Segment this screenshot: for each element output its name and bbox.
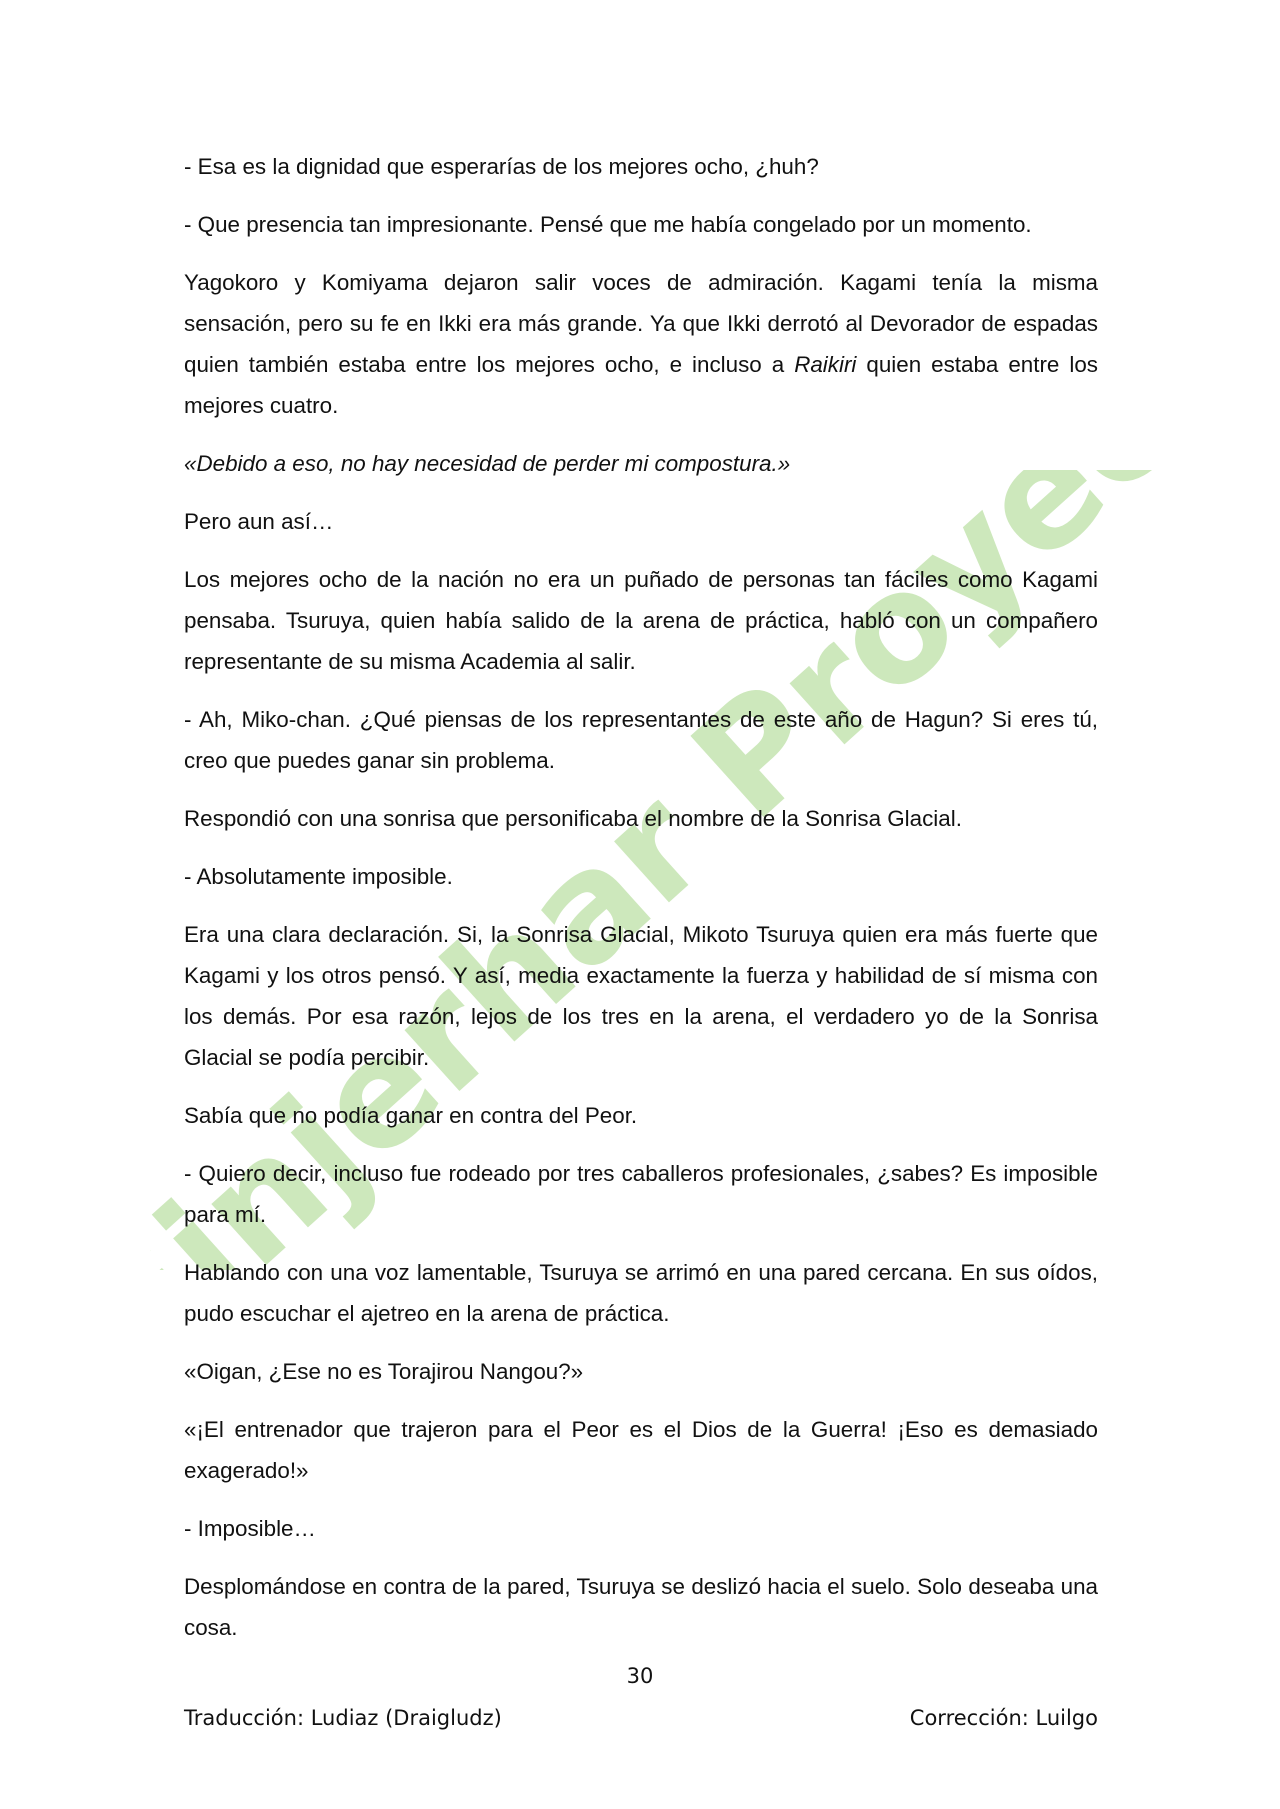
text-run: - Esa es la dignidad que esperarías de los mejores ocho, ¿huh? xyxy=(184,154,819,179)
text-run: Era una clara declaración. Si, la Sonrisa Glacial, Mikoto Tsuruya quien era más fuerte que Kagami y los otros pensó. Y así, media exactamente la fuerza y habilidad de sí misma con los demás. Por esa razón, lejos de los tres en la arena, el verdadero yo de la Sonrisa Glacial se podía percibir. xyxy=(184,922,1098,1070)
paragraph xyxy=(184,146,1098,187)
text-run: Raikiri xyxy=(794,352,857,377)
paragraph xyxy=(184,856,1098,897)
paragraph xyxy=(184,798,1098,839)
text-run: - Absolutamente imposible. xyxy=(184,864,453,889)
paragraph xyxy=(184,699,1098,781)
paragraph xyxy=(184,501,1098,542)
text-run: Desplomándose en contra de la pared, Tsuruya se deslizó hacia el suelo. Solo deseaba una cosa. xyxy=(184,1574,1098,1640)
text-run: Respondió con una sonrisa que personificaba el nombre de la Sonrisa Glacial. xyxy=(184,806,962,831)
paragraph xyxy=(184,1153,1098,1235)
text-run: Sabía que no podía ganar en contra del Peor. xyxy=(184,1103,638,1128)
text-run: «Oigan, ¿Ese no es Torajirou Nangou?» xyxy=(184,1359,584,1384)
text-run: - Quiero decir, incluso fue rodeado por tres caballeros profesionales, ¿sabes? Es imposible para mí. xyxy=(184,1161,1098,1227)
text-run: Yagokoro y Komiyama dejaron salir voces de admiración. Kagami tenía la misma sensación, pero su fe en Ikki era más grande. Ya que Ikki derrotó al Devorador de espadas quien también estaba entre los mejores ocho, e incluso a xyxy=(184,270,1098,377)
footer-correction-credit: Corrección: Luilgo xyxy=(909,1706,1098,1730)
paragraph xyxy=(184,262,1098,426)
text-run: Pero aun así… xyxy=(184,509,334,534)
watermark-text: Einjerhar Proyect xyxy=(150,470,1200,1270)
text-run: quien estaba entre los mejores cuatro. xyxy=(184,352,1098,418)
paragraph xyxy=(184,1351,1098,1392)
paragraph xyxy=(184,559,1098,682)
paragraph xyxy=(184,1409,1098,1491)
page-number: 30 xyxy=(626,1664,654,1688)
paragraph xyxy=(184,443,1098,484)
paragraph xyxy=(184,1508,1098,1549)
paragraph xyxy=(184,1252,1098,1334)
text-run: Hablando con una voz lamentable, Tsuruya se arrimó en una pared cercana. En sus oídos, pudo escuchar el ajetreo en la arena de práctica. xyxy=(184,1260,1098,1326)
text-run: - Ah, Miko-chan. ¿Qué piensas de los representantes de este año de Hagun? Si eres tú, creo que puedes ganar sin problema. xyxy=(184,707,1098,773)
footer-translation-credit: Traducción: Ludiaz (Draigludz) xyxy=(184,1706,502,1730)
paragraph xyxy=(184,1566,1098,1648)
document-body xyxy=(184,146,1098,1665)
text-run: - Imposible… xyxy=(184,1516,316,1541)
paragraph xyxy=(184,1095,1098,1136)
text-run: - Que presencia tan impresionante. Pensé que me había congelado por un momento. xyxy=(184,212,1032,237)
text-run: «Debido a eso, no hay necesidad de perder mi compostura.» xyxy=(184,451,791,476)
text-run: Los mejores ocho de la nación no era un puñado de personas tan fáciles como Kagami pensaba. Tsuruya, quien había salido de la arena de práctica, habló con un compañero representante de su misma Academia al salir. xyxy=(184,567,1098,674)
paragraph xyxy=(184,914,1098,1078)
paragraph xyxy=(184,204,1098,245)
text-run: «¡El entrenador que trajeron para el Peor es el Dios de la Guerra! ¡Eso es demasiado exagerado!» xyxy=(184,1417,1098,1483)
